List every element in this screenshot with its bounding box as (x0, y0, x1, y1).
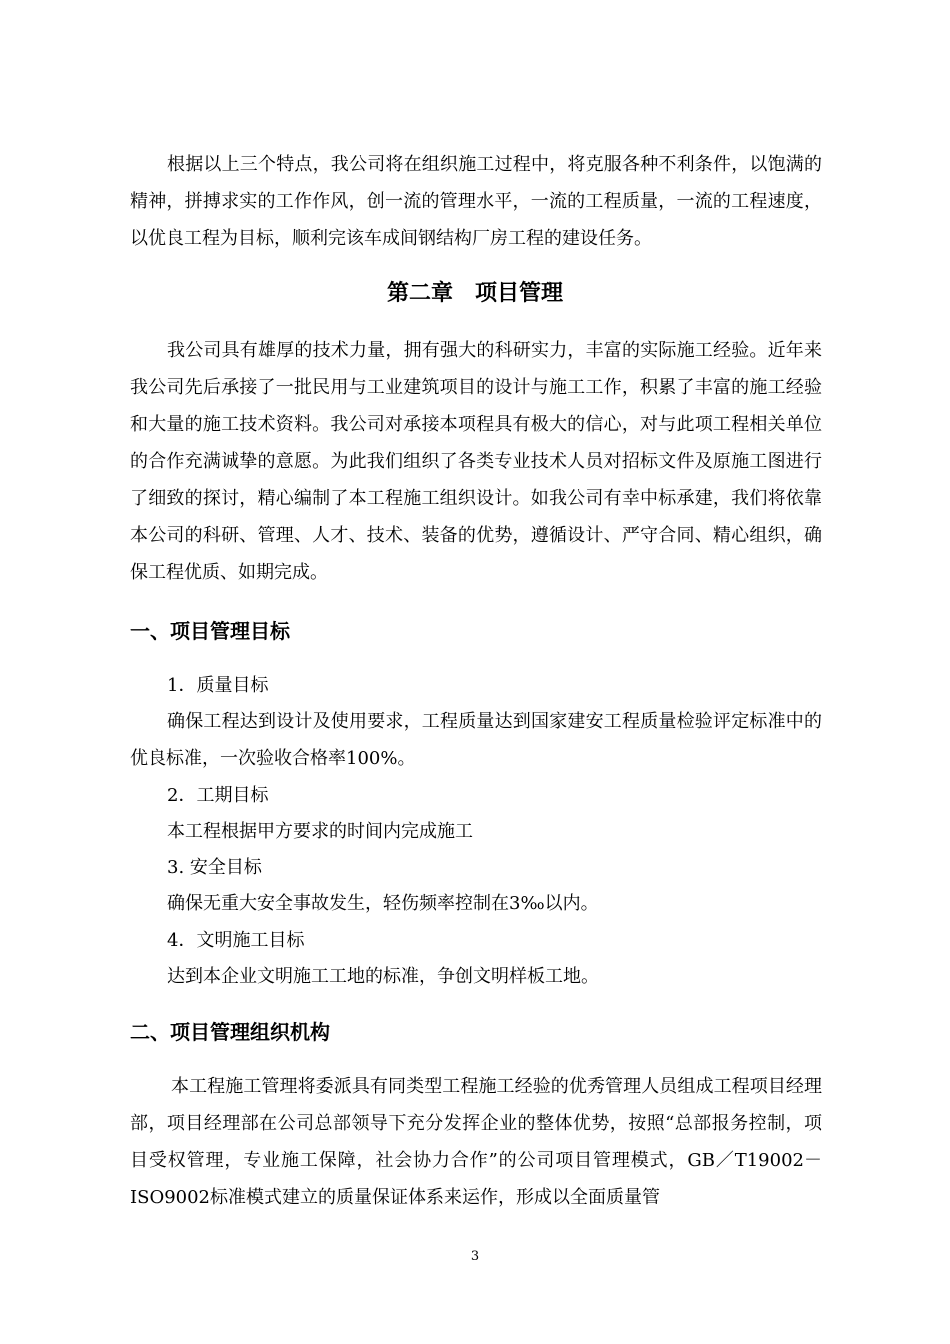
intro-paragraph: 根据以上三个特点，我公司将在组织施工过程中，将克服各种不利条件，以饱满的精神，拼搏求实的工作作风，创一流的管理水平，一流的工程质量，一流的工程速度，以优良工程为目标，顺利完该车成间钢结构厂房工程的建设任务。 (130, 154, 822, 249)
goal-text-quality: 确保工程达到设计及使用要求，工程质量达到国家建安工程质量检验评定标准中的优良标准，一次验收合格率100%。 (130, 711, 822, 769)
goal-text-schedule: 本工程根据甲方要求的时间内完成施工 (167, 821, 473, 842)
goal-text-civilized: 达到本企业文明施工工地的标准，争创文明样板工地。 (167, 966, 599, 987)
goal-heading-schedule: 2．工期目标 (167, 785, 269, 806)
goal-heading-civilized: 4．文明施工目标 (167, 930, 305, 951)
goal-heading-safety: 3. 安全目标 (167, 857, 262, 878)
organization-paragraph: 本工程施工管理将委派具有同类型工程施工经验的优秀管理人员组成工程项目经理部，项目经理部在公司总部领导下充分发挥企业的整体优势，按照“总部报务控制，项目受权管理，专业施工保障，社会协力合作”的公司项目管理模式，GB／T19002－ISO9002标准模式建立的质量保证体系来运作，形成以全面质量管 (130, 1076, 822, 1208)
goal-text-safety: 确保无重大安全事故发生，轻伤频率控制在3‰以内。 (167, 893, 599, 914)
chapter-title: 第二章 项目管理 (386, 281, 563, 306)
section-heading-goals: 一、项目管理目标 (130, 619, 290, 643)
chapter-paragraph: 我公司具有雄厚的技术力量，拥有强大的科研实力，丰富的实际施工经验。近年来我公司先后承接了一批民用与工业建筑项目的设计与施工工作，积累了丰富的施工经验和大量的施工技术资料。我公司对承接本项程具有极大的信心，对与此项工程相关单位的合作充满诚挚的意愿。为此我们组织了各类专业技术人员对招标文件及原施工图进行了细致的探讨，精心编制了本工程施工组织设计。如我公司有幸中标承建，我们将依靠本公司的科研、管理、人才、技术、装备的优势，遵循设计、严守合同、精心组织，确保工程优质、如期完成。 (130, 340, 822, 583)
goal-heading-quality: 1．质量目标 (167, 675, 269, 696)
page-number: 3 (470, 1249, 480, 1264)
section-heading-organization: 二、项目管理组织机构 (130, 1020, 330, 1044)
